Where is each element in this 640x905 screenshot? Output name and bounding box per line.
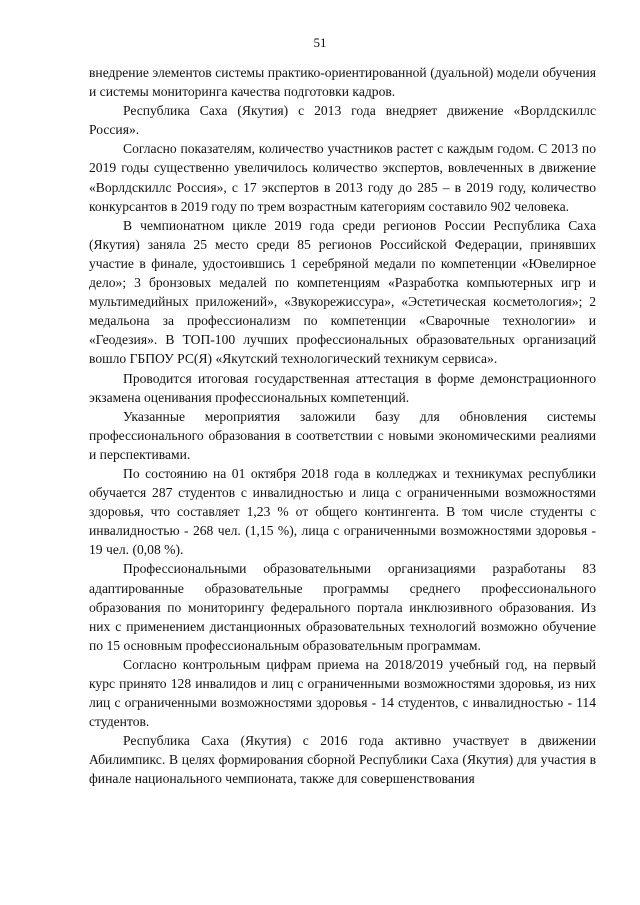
paragraph-worldskills-intro: Республика Саха (Якутия) с 2013 года внедряет движение «Ворлдскиллс Россия».: [89, 103, 596, 138]
paragraph-admission-figures: Согласно контрольным цифрам приема на 2018/2019 учебный год, на первый курс принято 128 инвалидов и лиц с ограниченными возможностями здоровья, из них лиц с ограниченными возможностями здоровья - 14 студентов, с инвалидностью - 114 студентов.: [89, 656, 596, 730]
paragraph-final-attestation: Проводится итоговая государственная аттестация в форме демонстрационного экзамена оценивания профессиональных компетенций.: [89, 370, 596, 405]
paragraph-disability-students: По состоянию на 01 октября 2018 года в колледжах и техникумах республики обучается 287 студентов с инвалидностью и лица с ограниченными возможностями здоровья, что составляет 1,23 % от общего контингента. В том числе студенты с инвалидностью - 268 чел. (1,15 %), лица с ограниченными возможностями здоровья - 19 чел. (0,08 %).: [89, 465, 596, 558]
body-text: [89, 63, 596, 789]
paragraph-continuation: внедрение элементов системы практико-ориентированной (дуальной) модели обучения и системы мониторинга качества подготовки кадров.: [89, 65, 596, 100]
paragraph-championship-2019: В чемпионатном цикле 2019 года среди регионов России Республика Саха (Якутия) заняла 25 место среди 85 регионов Российской Федерации, принявших участие в финале, удостоившись 1 серебряной медали по компетенции «Ювелирное дело»; 3 бронзовых медалей по компетенциям «Разработка компьютерных игр и мультимедийных приложений», «Звукорежиссура», «Эстетическая косметология»; 2 медальона за профессионализм по компетенции «Сварочные технологии» и «Геодезия». В ТОП-100 лучших профессиональных образовательных организаций вошло ГБПОУ РС(Я) «Якутский технологический техникум сервиса».: [89, 217, 596, 367]
paragraph-adapted-programs: Профессиональными образовательными организациями разработаны 83 адаптированные образовательные программы среднего профессионального образования по мониторингу федерального портала инклюзивного образования. Из них с применением дистанционных образовательных технологий возможно обучение по 15 основным профессиональным образовательным программам.: [89, 561, 596, 653]
paragraph-measures-basis: Указанные мероприятия заложили базу для обновления системы профессионального образования в соответствии с новыми экономическими реалиями и перспективами.: [89, 408, 596, 462]
page-number: 51: [313, 35, 327, 50]
paragraph-abilympics: Республика Саха (Якутия) с 2016 года активно участвует в движении Абилимпикс. В целях формирования сборной Республики Саха (Якутия) для участия в финале национального чемпионата, также для совершенствования: [89, 733, 596, 787]
paragraph-participants-growth: Согласно показателям, количество участников растет с каждым годом. С 2013 по 2019 годы существенно увеличилось количество экспертов, вовлеченных в движение «Ворлдскиллс Россия», с 17 экспертов в 2013 году до 285 – в 2019 году, количество конкурсантов в 2019 году по трем возрастным категориям составило 902 человека.: [89, 141, 596, 214]
